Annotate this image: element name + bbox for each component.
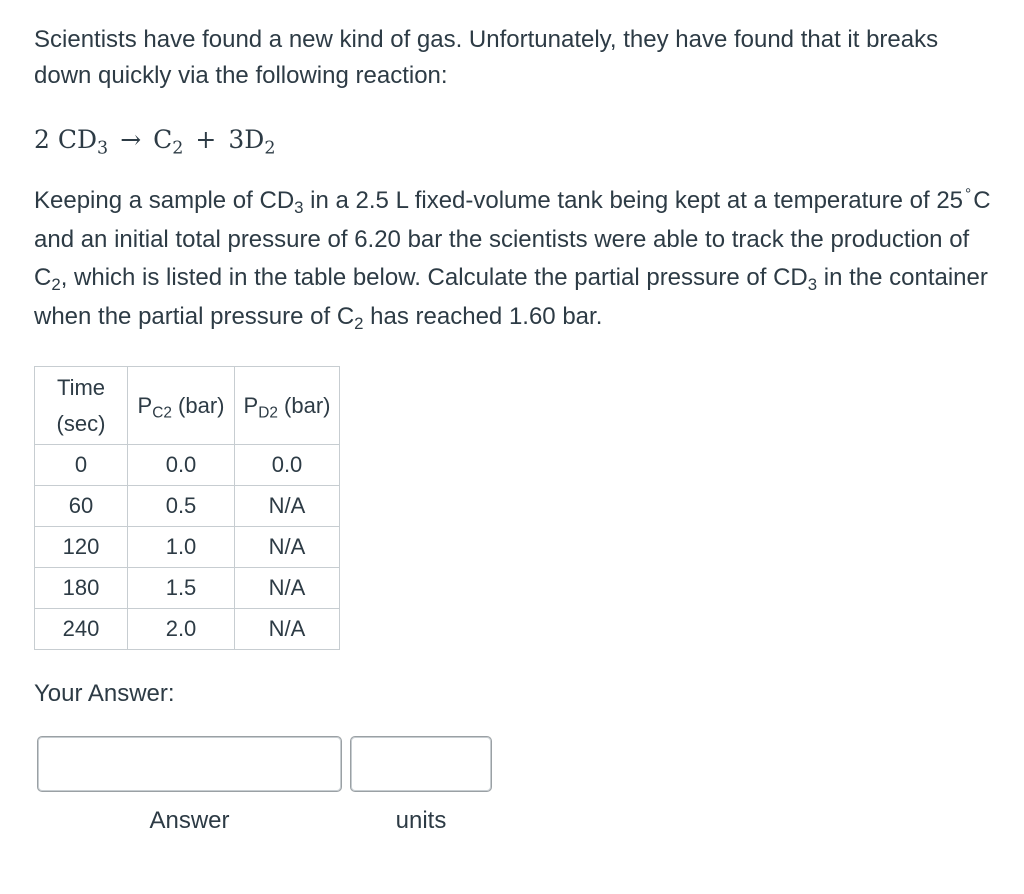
header-pd2-unit: (bar) bbox=[277, 392, 331, 418]
cell-pd2: N/A bbox=[235, 609, 340, 650]
header-pc2 bbox=[128, 367, 235, 445]
problem-statement bbox=[34, 182, 1009, 336]
header-pc2-subscript: C2 bbox=[152, 404, 172, 422]
cell-pd2: N/A bbox=[235, 527, 340, 568]
table-row bbox=[35, 486, 340, 527]
header-time bbox=[35, 367, 128, 445]
your-answer-label: Your Answer: bbox=[34, 680, 175, 707]
table-row bbox=[35, 445, 340, 486]
cell-time: 120 bbox=[35, 527, 128, 568]
problem-subscript-1: 3 bbox=[294, 198, 304, 218]
header-pc2-unit: (bar) bbox=[171, 392, 225, 418]
problem-text-1: Keeping a sample of CD bbox=[34, 187, 295, 214]
table-row bbox=[35, 568, 340, 609]
cell-time: 240 bbox=[35, 609, 128, 650]
problem-text-6: has reached 1.60 bar. bbox=[363, 302, 603, 330]
problem-subscript-2: 2 bbox=[51, 275, 61, 295]
header-pc2-symbol: P bbox=[137, 392, 153, 418]
reactant-symbol: CD bbox=[57, 125, 98, 154]
cell-pd2: N/A bbox=[235, 568, 340, 609]
problem-text-3: C and an initial total pressure of 6.20 bar the scientists were able to track the production of C bbox=[34, 187, 991, 291]
cell-time: 0 bbox=[35, 445, 128, 486]
problem-text-5: in the container when the partial pressure of C bbox=[34, 264, 988, 330]
reaction-equation bbox=[34, 120, 275, 160]
table-row bbox=[35, 609, 340, 650]
reactant-subscript: 3 bbox=[97, 138, 109, 159]
reactant-formula bbox=[57, 125, 109, 159]
units-input[interactable] bbox=[350, 736, 492, 792]
cell-pc2: 0.0 bbox=[128, 445, 235, 486]
reactant-coefficient: 2 bbox=[34, 125, 50, 154]
problem-subscript-4: 2 bbox=[354, 313, 364, 333]
product1-formula bbox=[153, 125, 184, 159]
product1-symbol: C bbox=[153, 125, 173, 154]
answer-caption: Answer bbox=[149, 807, 230, 834]
problem-text-4: , which is listed in the table below. Calculate the partial pressure of CD bbox=[60, 264, 808, 291]
cell-time: 60 bbox=[35, 486, 128, 527]
cell-pd2: 0.0 bbox=[235, 445, 340, 486]
product2-subscript: 2 bbox=[264, 138, 276, 159]
header-pd2-subscript: D2 bbox=[258, 404, 278, 422]
cell-pc2: 1.0 bbox=[128, 527, 235, 568]
answer-input[interactable] bbox=[37, 736, 342, 792]
problem-text-2: in a 2.5 L fixed-volume tank being kept at a temperature of 25 bbox=[303, 187, 964, 214]
problem-subscript-3: 3 bbox=[807, 275, 818, 295]
header-time-label: Time (sec) bbox=[56, 374, 106, 436]
header-pd2 bbox=[235, 367, 340, 445]
question-intro: Scientists have found a new kind of gas. Unfortunately, they have found that it breaks down quickly via the following reaction: bbox=[34, 26, 939, 89]
product2-formula bbox=[228, 125, 276, 159]
pressure-data-table bbox=[34, 366, 340, 650]
cell-pc2: 2.0 bbox=[128, 609, 235, 650]
degree-symbol: ° bbox=[965, 186, 972, 204]
cell-pd2: N/A bbox=[235, 486, 340, 527]
product2-symbol: D bbox=[244, 125, 265, 154]
plus-sign: + bbox=[195, 125, 217, 154]
product2-coefficient: 3 bbox=[228, 125, 245, 154]
table-row bbox=[35, 527, 340, 568]
cell-pc2: 1.5 bbox=[128, 568, 235, 609]
reaction-arrow-icon: → bbox=[120, 125, 142, 154]
header-pd2-symbol: P bbox=[243, 392, 259, 418]
cell-time: 180 bbox=[35, 568, 128, 609]
cell-pc2: 0.5 bbox=[128, 486, 235, 527]
product1-subscript: 2 bbox=[172, 138, 184, 159]
units-caption: units bbox=[395, 807, 447, 834]
table-header-row bbox=[35, 367, 340, 445]
